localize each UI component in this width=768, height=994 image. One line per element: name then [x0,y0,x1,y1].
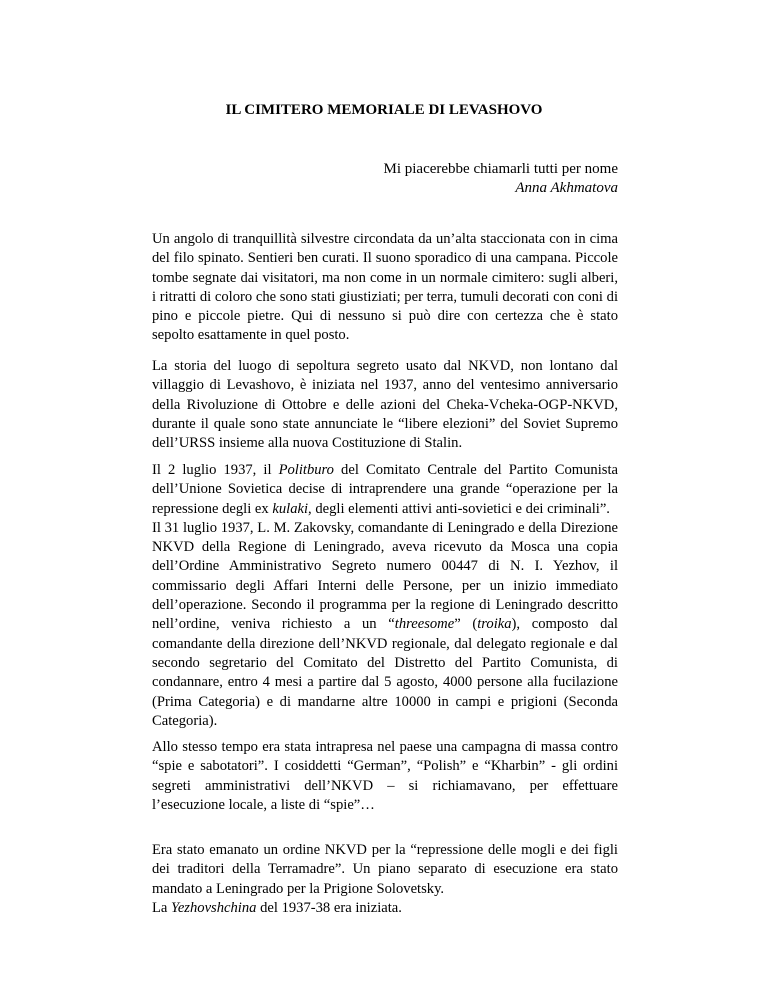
italic-term-troika: troika [477,616,512,633]
paragraph-2-text: La storia del luogo di sepoltura segreto usato dal NKVD, non lontano dal villaggio di Levashovo, è iniziata nel 1937, anno del ventesimo anniversario della Rivoluzione di Ottobre e delle azioni del Cheka-Vcheka-OGP-NKVD, durante il quale sono state annunciate le “libere elezioni” del Soviet Supremo dell’URSS insieme alla nuova Costituzione di Stalin. [152,358,618,452]
paragraph-1 [152,230,618,346]
epigraph [384,160,619,198]
text-run: La [152,899,172,916]
italic-term-yezhovshchina: Yezhovshchina [171,899,257,916]
text-run: del Comitato Centrale del Partito Comunista dell’Unione Sovietica decise di intraprendere una grande “operazione per la repressione degli ex [152,462,618,517]
italic-term-politburo: Politburo [278,462,334,478]
text-run: del 1937-38 era iniziata. [256,899,402,916]
text-run: Il 31 luglio 1937, L. M. Zakovsky, comandante di Leningrado e della Direzione NKVD della Regione di Leningrado, aveva ricevuto da Mosca una copia dell’Ordine Amministrativo Segreto numero 00447 di N. I. Yezhov, il commissario degli Affari Interni delle Persone, per un inizio immediato dell’operazione. Secondo il programma per la regione di Leningrado descritto nell’ordine, veniva richiesto a un “ [152,519,618,633]
italic-term-kulaki: kulaki [272,500,309,517]
epigraph-quote: Mi piacerebbe chiamarli tutti per nome [383,161,618,177]
epigraph-author: Anna Akhmatova [515,180,618,196]
paragraph-1-text: Un angolo di tranquillità silvestre circondata da un’alta staccionata con in cima del filo spinato. Sentieri ben curati. Il suono sporadico di una campana. Piccole tombe segnate dai visitatori, ma non come in un normale cimitero: sugli alberi, i ritratti di coloro che sono stati giustiziati; per terra, tumuli decorati con coni di pino e piccole pietre. Qui di nessuno si può dire con certezza che è stato sepolto esattamente in quel posto. [152,231,618,344]
paragraph-3 [152,461,618,731]
text-run: , degli elementi attivi anti-sovietici e dei criminali”. [308,500,610,517]
paragraph-3b-text [152,519,618,731]
paragraph-5 [152,841,618,918]
paragraph-3a-text [152,461,618,519]
paragraph-5b-text [152,899,618,918]
text-run: ” ( [454,616,478,633]
document-title: IL CIMITERO MEMORIALE DI LEVASHOVO [225,102,543,118]
paragraph-4 [152,738,618,815]
paragraph-4-text: Allo stesso tempo era stata intrapresa nel paese una campagna di massa contro “spie e sabotatori”. I cosiddetti “German”, “Polish” e “Kharbin” - gli ordini segreti amministrativi dell’NKVD – si richiamavano, per effettuare l’esecuzione locale, a liste di “spie”… [152,739,618,813]
paragraph-2 [152,357,618,453]
text-run: Il 2 luglio 1937, il [152,462,279,478]
paragraph-5a-text: Era stato emanato un ordine NKVD per la “repressione delle mogli e dei figli dei traditori della Terramadre”. Un piano separato di esecuzione era stato mandato a Leningrado per la Prigione Solovetsky. [152,842,618,897]
italic-term-threesome: threesome [394,616,455,633]
text-run: ), composto dal comandante della direzione dell’NKVD regionale, dal delegato regionale e dal secondo segretario del Comitato del Distretto del Partito Comunista, di condannare, entro 4 mesi a partire dal 5 agosto, 4000 persone alla fucilazione (Prima Categoria) e di mandarne altre 10000 in campi e prigioni (Seconda Categoria). [152,616,618,729]
